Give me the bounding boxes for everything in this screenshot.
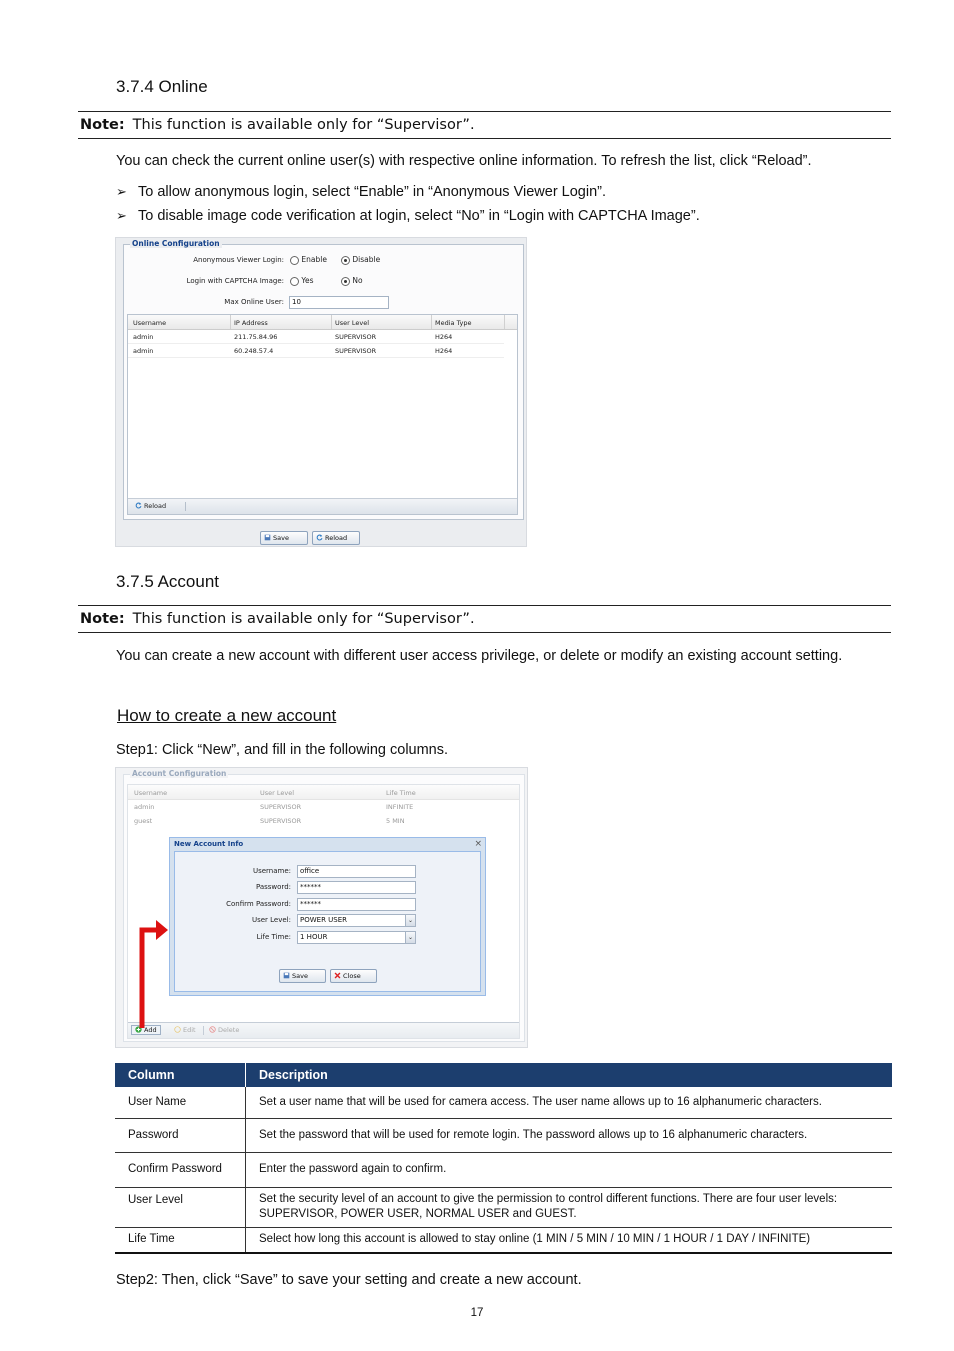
cell-column: Password	[115, 1118, 246, 1152]
bullet-item	[116, 184, 606, 200]
column-header[interactable]: User Level	[260, 789, 295, 797]
account-intro: You can create a new account with different user access privilege, or delete or modify an existing account setting.	[116, 648, 843, 664]
radio-no[interactable]	[341, 276, 363, 286]
floppy-save-icon	[283, 972, 290, 979]
column-header[interactable]: Life Time	[386, 789, 416, 797]
radio-label: No	[352, 276, 363, 285]
cell-ip: 60.248.57.4	[234, 347, 274, 355]
red-arrow-icon	[132, 918, 172, 1030]
bullet-item	[116, 208, 700, 224]
radio-selected-icon	[341, 277, 350, 286]
save-label: Save	[273, 534, 289, 542]
grid-reload-button[interactable]	[132, 502, 166, 510]
floppy-save-icon	[264, 534, 271, 541]
toolbar-separator	[185, 502, 186, 511]
radio-enable[interactable]	[290, 255, 327, 265]
add-label: Add	[144, 1026, 157, 1034]
dialog-body	[174, 851, 481, 992]
column-header[interactable]: Username	[134, 789, 168, 797]
radio-icon	[290, 277, 299, 286]
life-time-label: Life Time:	[256, 933, 291, 941]
online-config-screenshot	[115, 237, 527, 547]
subheading-create-account: How to create a new account	[117, 706, 337, 725]
confirm-password-input[interactable]: ******	[297, 898, 416, 911]
toolbar-separator	[203, 1026, 204, 1035]
step2-text: Step2: Then, click “Save” to save your setting and create a new account.	[116, 1272, 582, 1288]
table-header-row	[115, 1063, 892, 1087]
refresh-icon	[135, 502, 142, 509]
cell-media: H264	[435, 347, 453, 355]
bullet-arrow-icon: ➢	[116, 208, 127, 223]
red-x-icon	[334, 972, 341, 979]
table-row	[115, 1187, 892, 1227]
column-separator	[431, 315, 432, 329]
user-level-value: POWER USER	[300, 916, 348, 924]
account-config-legend: Account Configuration	[132, 769, 227, 778]
life-time-value: 1 HOUR	[300, 933, 328, 941]
cell-description: Select how long this account is allowed to stay online (1 MIN / 5 MIN / 10 MIN / 1 HOUR / 1 DAY / INFINITE)	[246, 1227, 893, 1253]
cell-level: SUPERVISOR	[335, 347, 377, 355]
cell-username: admin	[133, 347, 154, 355]
note-account	[78, 605, 891, 633]
grid-toolbar	[128, 1022, 519, 1038]
refresh-icon	[316, 534, 323, 541]
edit-icon	[174, 1026, 181, 1033]
cell-media: H264	[435, 333, 453, 341]
cell-lifetime: 5 MIN	[386, 817, 405, 825]
cell-column: User Level	[115, 1187, 246, 1227]
cell-column: Confirm Password	[115, 1152, 246, 1187]
cell-level: SUPERVISOR	[260, 817, 302, 825]
table-row	[115, 1087, 892, 1118]
cell-column: Life Time	[115, 1227, 246, 1253]
cell-username: admin	[134, 803, 155, 811]
grid-reload-label: Reload	[144, 502, 167, 510]
radio-label: Enable	[301, 255, 327, 264]
chevron-down-icon[interactable]: ⌄	[405, 915, 415, 926]
table-row	[115, 1118, 892, 1152]
table-row	[115, 1152, 892, 1187]
user-level-label: User Level:	[251, 916, 291, 924]
column-separator	[331, 315, 332, 329]
radio-selected-icon	[341, 256, 350, 265]
dialog-title: New Account Info	[174, 840, 244, 848]
page-number: 17	[470, 1307, 484, 1319]
online-users-grid	[127, 314, 518, 515]
column-header: Column	[115, 1063, 246, 1087]
table-row[interactable]	[128, 814, 506, 827]
section-heading-online: 3.7.4 Online	[116, 77, 208, 96]
cell-description: Enter the password again to confirm.	[246, 1152, 893, 1187]
note-label: Note:	[80, 611, 125, 627]
username-label: Username:	[252, 867, 291, 875]
column-header[interactable]: User Level	[335, 319, 370, 327]
column-header: Description	[246, 1063, 893, 1087]
cell-description: Set the security level of an account to give the permission to control different functions. There are four user levels: SUPERVISOR, POWER USER, NORMAL USER and GUEST.	[246, 1187, 893, 1227]
table-row	[115, 1227, 892, 1253]
column-description-table	[115, 1063, 892, 1254]
cell-level: SUPERVISOR	[260, 803, 302, 811]
grid-header	[128, 785, 519, 800]
cell-ip: 211.75.84.96	[234, 333, 278, 341]
radio-disable[interactable]	[341, 255, 380, 265]
cell-description: Set a user name that will be used for camera access. The user name allows up to 16 alphanumeric characters.	[246, 1087, 893, 1118]
column-separator	[504, 315, 505, 329]
reload-button[interactable]	[312, 531, 360, 545]
dialog-close-icon[interactable]: ×	[474, 839, 482, 849]
step1-text: Step1: Click “New”, and fill in the following columns.	[116, 742, 449, 758]
note-label: Note:	[80, 117, 125, 133]
captcha-label: Login with CAPTCHA Image:	[186, 277, 284, 285]
anonymous-login-label: Anonymous Viewer Login:	[193, 256, 284, 264]
cell-description: Set the password that will be used for remote login. The password allows up to 16 alphanumeric characters.	[246, 1118, 893, 1152]
cell-level: SUPERVISOR	[335, 333, 377, 341]
cell-username: guest	[134, 817, 153, 825]
column-header[interactable]: Username	[133, 319, 167, 327]
note-text: This function is available only for “Supervisor”.	[132, 611, 475, 627]
cell-column: User Name	[115, 1087, 246, 1118]
close-label: Close	[343, 972, 361, 980]
save-label: Save	[292, 972, 308, 980]
column-separator	[230, 315, 231, 329]
radio-label: Disable	[352, 255, 381, 264]
life-time-select[interactable]	[297, 931, 416, 944]
dialog-save-button[interactable]	[279, 969, 326, 983]
confirm-password-label: Confirm Password:	[226, 900, 291, 908]
grid-toolbar	[128, 498, 517, 514]
column-header[interactable]: IP Address	[234, 319, 268, 327]
table-row[interactable]	[128, 800, 506, 813]
table-row[interactable]	[128, 344, 504, 358]
max-online-label: Max Online User:	[224, 298, 284, 306]
new-account-dialog	[169, 837, 486, 996]
delete-label: Delete	[218, 1026, 240, 1034]
dialog-close-button[interactable]	[330, 969, 377, 983]
radio-label: Yes	[301, 276, 314, 285]
online-config-legend: Online Configuration	[132, 239, 220, 248]
cell-username: admin	[133, 333, 154, 341]
edit-label: Edit	[183, 1026, 196, 1034]
column-header[interactable]: Media Type	[435, 319, 472, 327]
delete-icon	[209, 1026, 216, 1033]
user-level-select[interactable]	[297, 914, 416, 927]
max-online-input[interactable]: 10	[289, 296, 389, 309]
chevron-down-icon[interactable]: ⌄	[405, 932, 415, 943]
reload-label: Reload	[325, 534, 348, 542]
online-intro: You can check the current online user(s) with respective online information. To refresh the list, click “Reload”.	[116, 153, 812, 169]
note-text: This function is available only for “Supervisor”.	[132, 117, 475, 133]
bullet-arrow-icon: ➢	[116, 184, 127, 199]
account-config-screenshot	[115, 767, 528, 1048]
save-button[interactable]	[260, 531, 308, 545]
bullet-text: To allow anonymous login, select “Enable” in “Anonymous Viewer Login”.	[138, 184, 607, 200]
password-label: Password:	[255, 883, 291, 891]
section-heading-account: 3.7.5 Account	[116, 572, 220, 591]
bullet-text: To disable image code verification at login, select “No” in “Login with CAPTCHA Image”.	[138, 208, 700, 224]
table-row[interactable]	[128, 330, 504, 344]
cell-lifetime: INFINITE	[386, 803, 414, 811]
note-online	[78, 111, 891, 139]
delete-button[interactable]	[206, 1026, 239, 1034]
edit-button[interactable]	[171, 1026, 196, 1034]
username-input[interactable]: office	[297, 865, 416, 878]
grid-header	[128, 315, 517, 330]
radio-yes[interactable]	[290, 276, 314, 286]
radio-icon	[290, 256, 299, 265]
password-input[interactable]: ******	[297, 881, 416, 894]
